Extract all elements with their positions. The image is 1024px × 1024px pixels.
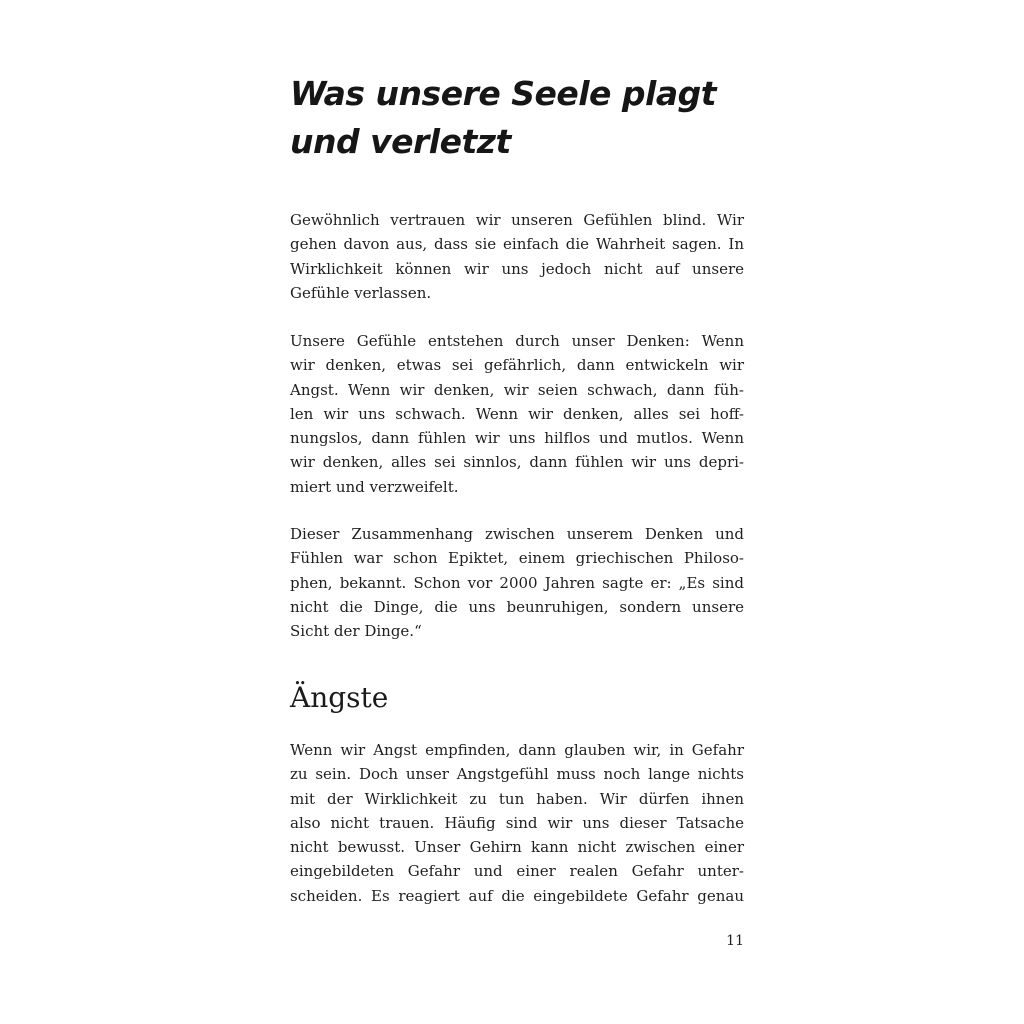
text-line: also nicht trauen. Häufig sind wir uns dieser Tatsache xyxy=(290,813,744,832)
text-line: wir denken, etwas sei gefährlich, dann entwickeln wir xyxy=(290,356,744,375)
section-title: Ängste xyxy=(290,681,389,714)
text-line: eingebildeten Gefahr und einer realen Gefahr unter- xyxy=(290,862,744,881)
text-line: scheiden. Es reagiert auf die eingebildete Gefahr genau xyxy=(290,886,744,905)
paragraph-angst xyxy=(290,738,744,908)
paragraph-feelings xyxy=(290,329,744,499)
text-line: Wenn wir Angst empfinden, dann glauben wir, in Gefahr xyxy=(290,741,744,759)
chapter-title xyxy=(290,70,750,166)
text-line: len wir uns schwach. Wenn wir denken, alles sei hoff- xyxy=(290,404,744,423)
text-line: zu sein. Doch unser Angstgefühl muss noch lange nichts xyxy=(290,765,744,784)
text-line: Gewöhnlich vertrauen wir unseren Gefühlen blind. Wir xyxy=(290,211,744,229)
text-line: nicht bewusst. Unser Gehirn kann nicht zwischen einer xyxy=(290,838,744,857)
chapter-title-line: und verletzt xyxy=(290,122,511,161)
text-line: Dieser Zusammenhang zwischen unserem Denken und xyxy=(290,525,744,543)
text-line: miert und verzweifelt. xyxy=(290,477,459,496)
page-number: 11 xyxy=(726,933,744,949)
text-line: nicht die Dinge, die uns beunruhigen, sondern unsere xyxy=(290,597,744,616)
paragraph-epiktet xyxy=(290,522,744,643)
text-line: Gefühle verlassen. xyxy=(290,283,432,302)
text-line: nungslos, dann fühlen wir uns hilflos und mutlos. Wenn xyxy=(290,429,744,448)
text-line: gehen davon aus, dass sie einfach die Wahrheit sagen. In xyxy=(290,235,744,254)
chapter-title-line: Was unsere Seele plagt xyxy=(290,74,717,113)
text-line: Angst. Wenn wir denken, wir seien schwach, dann füh- xyxy=(290,380,744,399)
text-line: phen, bekannt. Schon vor 2000 Jahren sagte er: „Es sind xyxy=(290,573,744,592)
text-line: mit der Wirklichkeit zu tun haben. Wir dürfen ihnen xyxy=(290,789,744,808)
text-line: Unsere Gefühle entstehen durch unser Denken: Wenn xyxy=(290,332,744,350)
text-line: wir denken, alles sei sinnlos, dann fühlen wir uns depri- xyxy=(290,453,744,472)
text-line: Fühlen war schon Epiktet, einem griechischen Philoso- xyxy=(290,549,744,568)
text-line: Wirklichkeit können wir uns jedoch nicht auf unsere xyxy=(290,259,744,278)
text-line: Sicht der Dinge.“ xyxy=(290,622,422,641)
paragraph-intro xyxy=(290,208,744,305)
